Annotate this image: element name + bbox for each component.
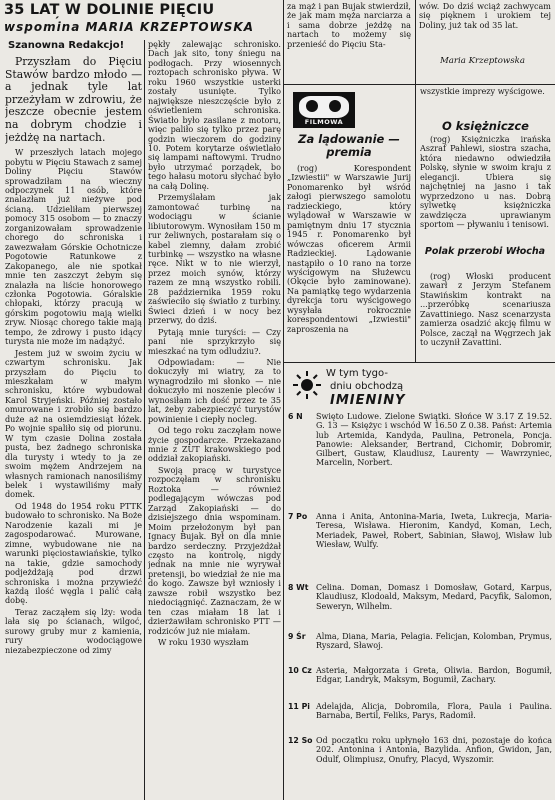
names-day-date: 6 N	[288, 412, 303, 421]
section-divider	[283, 362, 555, 363]
article-paragraph: W przeszłych latach mojego pobytu w Pięciu Stawach z samej Doliny Pięciu Stawów sprowadziłam na wieczny odpoczynek 11 osób, które znalazłam już nieżywe pod ścianą. Udzieliłam pierwszej pomocy 315 osobom — to znaczy zorganizowałam sprowadzenie chorego do schroniska i zawezwałam Górskie Ochotnicze Pogotowie Ratunkowe z Zakopanego, ale nie spotkał mnie ten zaszczyt żebym się znalazła na liście honorowego członka Pogotowia. Góralskie chłopaki, którzy pracują w górskim pogotowiu mają wielki zryw. Niosąc chorego takie mają tempo, że zdrowy i pusto idący turysta nie może im nadążyć.	[5, 147, 142, 347]
names-day-row	[288, 702, 552, 732]
column-divider	[415, 84, 416, 362]
names-day-row	[288, 632, 552, 662]
names-day-names: Adelajda, Alicja, Dobromila, Flora, Paula i Paulina. Barnaba, Bertil, Feliks, Parys, Radomił.	[316, 702, 552, 721]
story-title-polak: Polak przerobi Włocha	[424, 246, 546, 257]
names-day-names: Alma, Diana, Maria, Pelagia. Felicjan, Kolomban, Prymus, Ryszard, Sławoj.	[316, 632, 552, 651]
article-greeting: Szanowna Redakcjo!	[8, 40, 125, 51]
calendar-sun-icon	[292, 370, 322, 400]
article-column-2	[148, 40, 281, 800]
story-paragraph: (rog) Księżniczka irańska Aszraf Pahlewi, siostra szacha, która niedawno odwiedziła Polskę, słynie w swoim kraju z elegancji. Ubiera się najchętniej na jasno i tak wyprzedzono u nas. Dobrą sylwetkę księżniczka zawdzięcza uprawianym sportom — pływaniu i tenisowi.	[420, 135, 551, 230]
film-reel-icon	[299, 96, 349, 118]
names-day-names: Święto Ludowe. Zielone Świątki. Słońce W 3.17 Z 19.52. G. 13 — Księżyc i wschód W 16.50 Z 0.38. Państ: Artemia lub Artemida, Kandyda, Paulina, Petronela, Poncja. Panowie: Aleksander, Bertrand, Cichomir, Dobromir, Gilbert, Gustaw, Klaudiusz, Laurenty — Wawrzyniec, Marcelin, Norbert.	[316, 412, 552, 468]
story-text-premia	[287, 164, 411, 360]
names-day-date: 9 Śr	[288, 632, 306, 641]
article-paragraph: za mąż i pan Bujak stwierdził, że jak mam męża narciarza a i sama dobrze jeżdżę na nartach to możemy się przenieść do Pięciu Sta-	[287, 2, 411, 49]
names-day-header-line1: W tym tygo-	[326, 368, 388, 379]
filmowa-logo	[293, 92, 355, 128]
story-paragraph: wszystkie imprezy wyścigowe.	[420, 87, 545, 96]
names-day-date: 8 Wt	[288, 583, 309, 592]
article-paragraph: Swoją pracę w turystyce rozpoczęłam w schronisku Roztoka — również podlegającym wówczas pod Zarząd Zakopiański — do dzisiejszego dnia wspominam. Moim przełożonym był pan Ignacy Bujak. Był on dla mnie bardzo serdeczny. Przyjeżdżał często na kontrolę, nigdy jednak na mnie nie wyrywał pretensji, bo wiedział że nie ma do kogo. Zawsze był wzniosły i zawsze robił wszystko bez niedociągnięć. Zaznaczam, że w ten czas miałam 18 lat i dzierżawiłam schronisko PTT — rodziców już nie miałam.	[148, 464, 281, 636]
names-day-names: Celina. Doman, Domasz i Domosław, Gotard, Karpus, Klaudiusz, Klodoald, Maksym, Medard, Pacyfik, Salomon, Seweryn, Wilhelm.	[316, 583, 552, 611]
column-divider	[144, 40, 145, 800]
section-divider	[283, 84, 555, 85]
names-day-row	[288, 736, 552, 796]
column-divider	[283, 0, 284, 800]
names-day-names: Od początku roku upłynęło 163 dni, pozostaje do końca 202. Antonina i Antonia, Bazylida. Anfion, Gwidon, Jan, Odulf, Olimpiusz, Onufry, Placyd, Wyszomir.	[316, 736, 552, 764]
story-intro	[420, 87, 551, 109]
names-day-row	[288, 583, 552, 625]
names-day-list	[288, 412, 552, 800]
names-day-date: 11 Pi	[288, 702, 310, 711]
article-paragraph: pękły zalewając schronisko. Dach jak sito, tony śniegu na podłogach. Przy wiosennych roztopach schronisko pływa. W roku 1960 wszystkie usterki zostały usunięte. Tylko największe nieszczęście było z oświetleniem schroniska. Światło było zasilane z motoru, więc paliło się tylko przez parę godzin wieczorem do godziny 10. Potem korytarze oświetlało się lampami naftowymi. Trudno było utrzymać porządek, bo tego hałasu motoru słychać było na całą Dolinę.	[148, 40, 281, 191]
article-paragraph: Odpowiadam: — Nie dokuczyły mi wiatry, za to wynagrodziło mi słonko — nie dokuczyło mi noszenie pleców i wynosiłam ich dość przez te 35 lat, żeby zabezpieczyć turystów powinienie i ciepły nocleg.	[148, 356, 281, 424]
article-title: 35 LAT W DOLINIE PIĘCIU	[4, 2, 215, 18]
story-text-polak	[420, 272, 551, 362]
logo-text: FILMOWA	[304, 118, 344, 126]
article-column-1	[5, 56, 142, 800]
story-paragraph: (rog) Włoski producent zawarł z Jerzym Stefanem Stawińskim kontrakt na ...przeróbkę scenariusza Zavattiniego. Nasz scenarzysta zamierza osadzić akcję filmu w Polsce, zaczął na Węgrzech jak to uczynił Zavattini.	[420, 272, 551, 348]
names-day-title: IMIENINY	[330, 393, 406, 408]
article-paragraph: W roku 1930 wyszłam	[158, 637, 249, 648]
names-day-row	[288, 412, 552, 498]
names-day-row	[288, 512, 552, 572]
article-column-4	[419, 2, 551, 42]
names-day-names: Asteria, Małgorzata i Greta, Oliwia. Bardon, Bogumił, Edgar, Landryk, Maksym, Bogumił, Zachary.	[316, 666, 552, 685]
story-text-princess	[420, 135, 551, 239]
article-paragraph: Pytają mnie turyści: — Czy pani nie sprzykrzyło się mieszkać na tym odludziu?.	[148, 326, 281, 356]
names-day-row	[288, 666, 552, 696]
article-paragraph: Jestem już w swoim życiu w czwartym schronisku. Jak przyszłam do Pięciu to mieszkałam w małym schronisku, które wybudował Karol Stryjeński. Później zostało omurowane i zrobiło się bardzo duże aż na osiemdziesiąt łóżek. Po wojnie spaliło się od piorunu. W tym czasie Dolina została pusta, bez żadnego schroniska dla turysty i wtedy to ja ze swoim mężem Andrzejem na własnych ramionach nanosiliśmy belek i wystawiliśmy mały domek.	[5, 347, 142, 500]
names-day-names: Anna i Anita, Antonina-Maria, Iweta, Lukrecja, Maria-Teresa, Wisława. Hieronim, Kandyd, Koman, Lech, Meriadek, Paweł, Robert, Sabinian, Sławoj, Wisław lub Wiesław, Wulfy.	[316, 512, 552, 549]
names-day-date: 7 Po	[288, 512, 308, 521]
column-divider	[415, 0, 416, 84]
article-paragraph: Przyszłam do Pięciu Stawów bardzo młodo — a jednak tyle lat przeżyłam w zdrowiu, że jeszcze obecnie jestem na dobrym chodzie i jeżdżę na nartach.	[5, 56, 142, 144]
article-subtitle: wspomina MARIA KRZEPTOWSKA	[4, 20, 254, 34]
article-paragraph: Przemyślałam jak zamontować turbinę na wodociągu w ścianie libiutorowym. Wynosiłam 150 m rur żeliwnych, postarałam się o kabel ziemny, dałam zrobić turbinkę — wszystko na własne ręce. Nikt w to nie wierzył, przez moich synów, którzy razem ze mną wszystko robili. 28 października 1959 roku zaświeciło się światło z turbiny. Świeci dzień i w nocy bez przerwy, do dziś.	[148, 192, 281, 326]
article-paragraph: Od 1948 do 1954 roku PTTK budowało to schronisko. Na Boże Narodzenie kazali mi je zagospodarować. Murowane, zimne, wybudowane nie na warunki pięciostawiańskie, tylko na takie, gdzie samochody podjeżdżają pod drzwi schroniska i można przywieźć każdą ilość węgla i palić całą dobę.	[5, 500, 142, 606]
names-day-header-line2: dniu obchodzą	[330, 381, 404, 392]
names-day-date: 12 So	[288, 736, 313, 745]
article-paragraph: Od tego roku zaczęłam nowe życie gospodarcze. Przekazano mnie z ZUT krakowskiego pod oddział zakopiański.	[148, 425, 281, 464]
story-title-princess: O księżniczce	[442, 119, 529, 133]
article-signature: Maria Krzeptowska	[440, 56, 526, 66]
article-column-3	[287, 2, 411, 78]
article-paragraph: Teraz zacząłem się lży: woda lała się po ścianach, wilgoć, surowy gruby mur z kamienia, rury wodociągowe niezabezpieczone od zimy	[5, 606, 142, 655]
names-day-date: 10 Cz	[288, 666, 312, 675]
article-paragraph: wów. Do dziś wciąż zachwycam się pięknem i urokiem tej Doliny, już tak od 35 lat.	[419, 2, 551, 30]
story-paragraph: (rog) Korespondent „Izwiestii" w Warszawie Jurij Ponomarenko był wśród załogi pierwszego samolotu radzieckiego, który wylądował w Warszawie w pamiętnym dniu 17 stycznia 1945 r. Ponomarenko był wówczas oficerem Armii Radzieckiej. Lądowanie nastąpiło o 10 rano na torze wyścigowym na Służewcu (Okęcie było zaminowane). Na pamiątkę tego wydarzenia dyrekcja toru wyścigowego wysyłała rokrocznie korespondentowi „Izwiestii" zaproszenia na	[287, 164, 411, 334]
story-title-premia: Za lądowanie — premia	[298, 133, 400, 159]
